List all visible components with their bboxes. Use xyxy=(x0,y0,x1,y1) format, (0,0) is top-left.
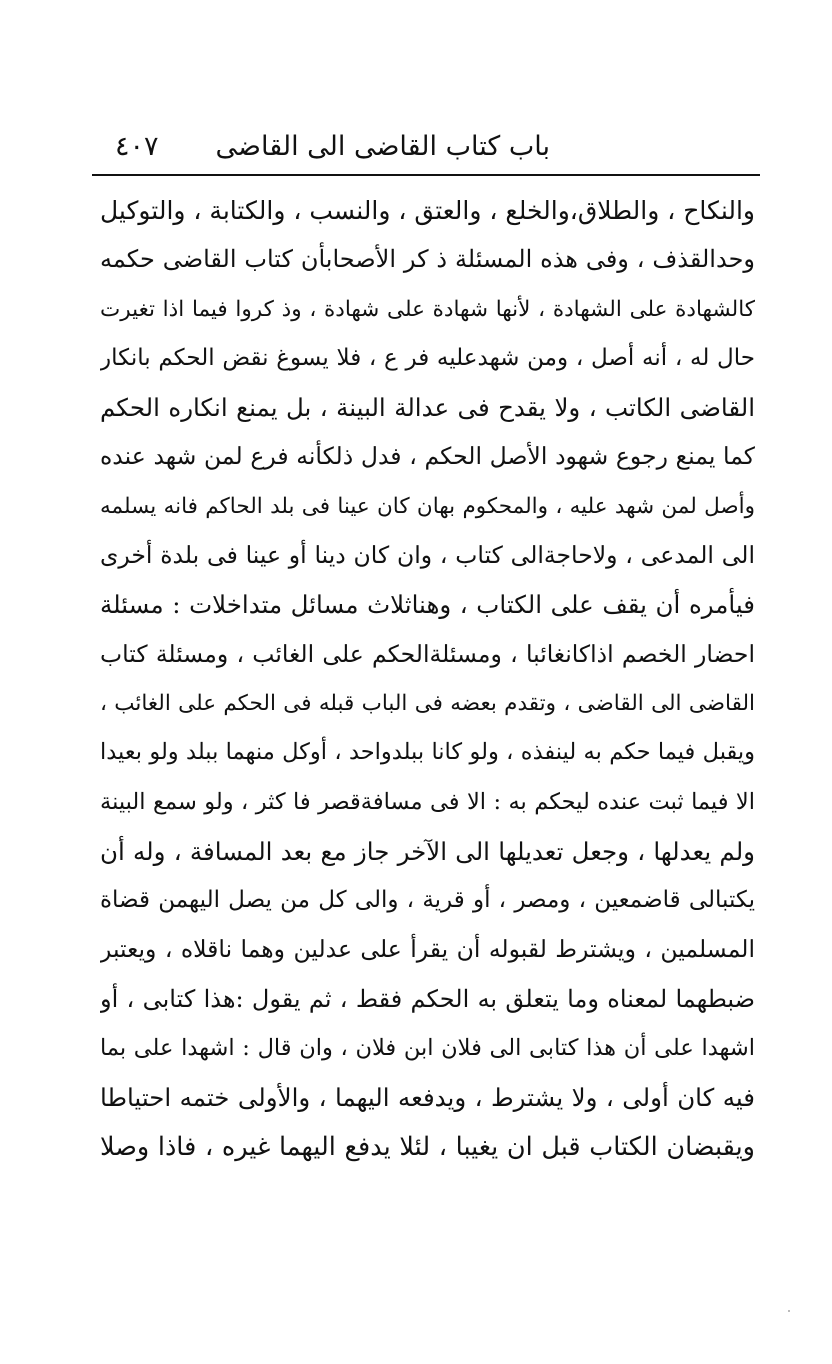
header-rule xyxy=(92,174,760,176)
text-line: والنكاح ، والطلاق،والخلع ، والعتق ، والنسب ، والكتابة ، والتوكيل xyxy=(100,196,755,225)
text-line: يكتبالى قاضمعين ، ومصر ، أو قرية ، والى كل من يصل اليهمن قضاة xyxy=(100,887,755,914)
text-line: احضار الخصم اذاكانغائبا ، ومسئلةالحكم على الغائب ، ومسئلة كتاب xyxy=(100,639,755,668)
text-line: ويقبل فيما حكم به لينفذه ، ولو كانا ببلدواحد ، أوكل منهما ببلد ولو بعيدا xyxy=(100,739,755,766)
text-line: ولم يعدلها ، وجعل تعديلها الى الآخر جاز مع بعد المسافة ، وله أن xyxy=(100,836,755,866)
body-text xyxy=(100,186,755,1172)
chapter-title: باب كتاب القاضى الى القاضى xyxy=(215,131,550,162)
text-line: المسلمين ، ويشترط لقبوله أن يقرأ على عدلين وهما ناقلاه ، ويعتبر xyxy=(100,935,755,964)
page-number: ٤٠٧ xyxy=(115,131,159,162)
text-line: ضبطهما لمعناه وما يتعلق به الحكم فقط ، ثم يقول :هذا كتابى ، أو xyxy=(100,984,755,1013)
running-header xyxy=(95,122,760,172)
text-line: اشهدا على أن هذا كتابى الى فلان ابن فلان ، وان قال : اشهدا على بما xyxy=(100,1035,755,1062)
text-line: كالشهادة على الشهادة ، لأنها شهادة على شهادة ، وذ كروا فيما اذا تغيرت xyxy=(100,296,755,322)
text-line: كما يمنع رجوع شهود الأصل الحكم ، فدل ذلكأنه فرع لمن شهد عنده xyxy=(100,442,755,471)
text-line: وحدالقذف ، وفى هذه المسئلة ذ كر الأصحابأن كتاب القاضى حكمه xyxy=(100,245,755,274)
text-line: الا فيما ثبت عنده ليحكم به : الا فى مسافةقصر فا كثر ، ولو سمع البينة xyxy=(100,788,755,815)
text-line: القاضى الكاتب ، ولا يقدح فى عدالة البينة ، بل يمنع انكاره الحكم xyxy=(100,393,755,423)
text-line: فيه كان أولى ، ولا يشترط ، ويدفعه اليهما ، والأولى ختمه احتياطا xyxy=(100,1083,755,1113)
text-line: فيأمره أن يقف على الكتاب ، وهناثلاث مسائل متداخلات : مسئلة xyxy=(100,590,755,620)
text-line: ويقبضان الكتاب قبل ان يغيبا ، لئلا يدفع اليهما غيره ، فاذا وصلا xyxy=(100,1131,755,1162)
text-line: وأصل لمن شهد عليه ، والمحكوم بهان كان عينا فى بلد الحاكم فانه يسلمه xyxy=(100,493,755,519)
scan-speck xyxy=(788,1310,790,1312)
text-line: القاضى الى القاضى ، وتقدم بعضه فى الباب قبله فى الحكم على الغائب ، xyxy=(100,690,755,716)
text-line: حال له ، أنه أصل ، ومن شهدعليه فر ع ، فلا يسوغ نقض الحكم بانكار xyxy=(100,344,755,371)
text-line: الى المدعى ، ولاحاجةالى كتاب ، وان كان دينا أو عينا فى بلدة أخرى xyxy=(100,541,755,570)
